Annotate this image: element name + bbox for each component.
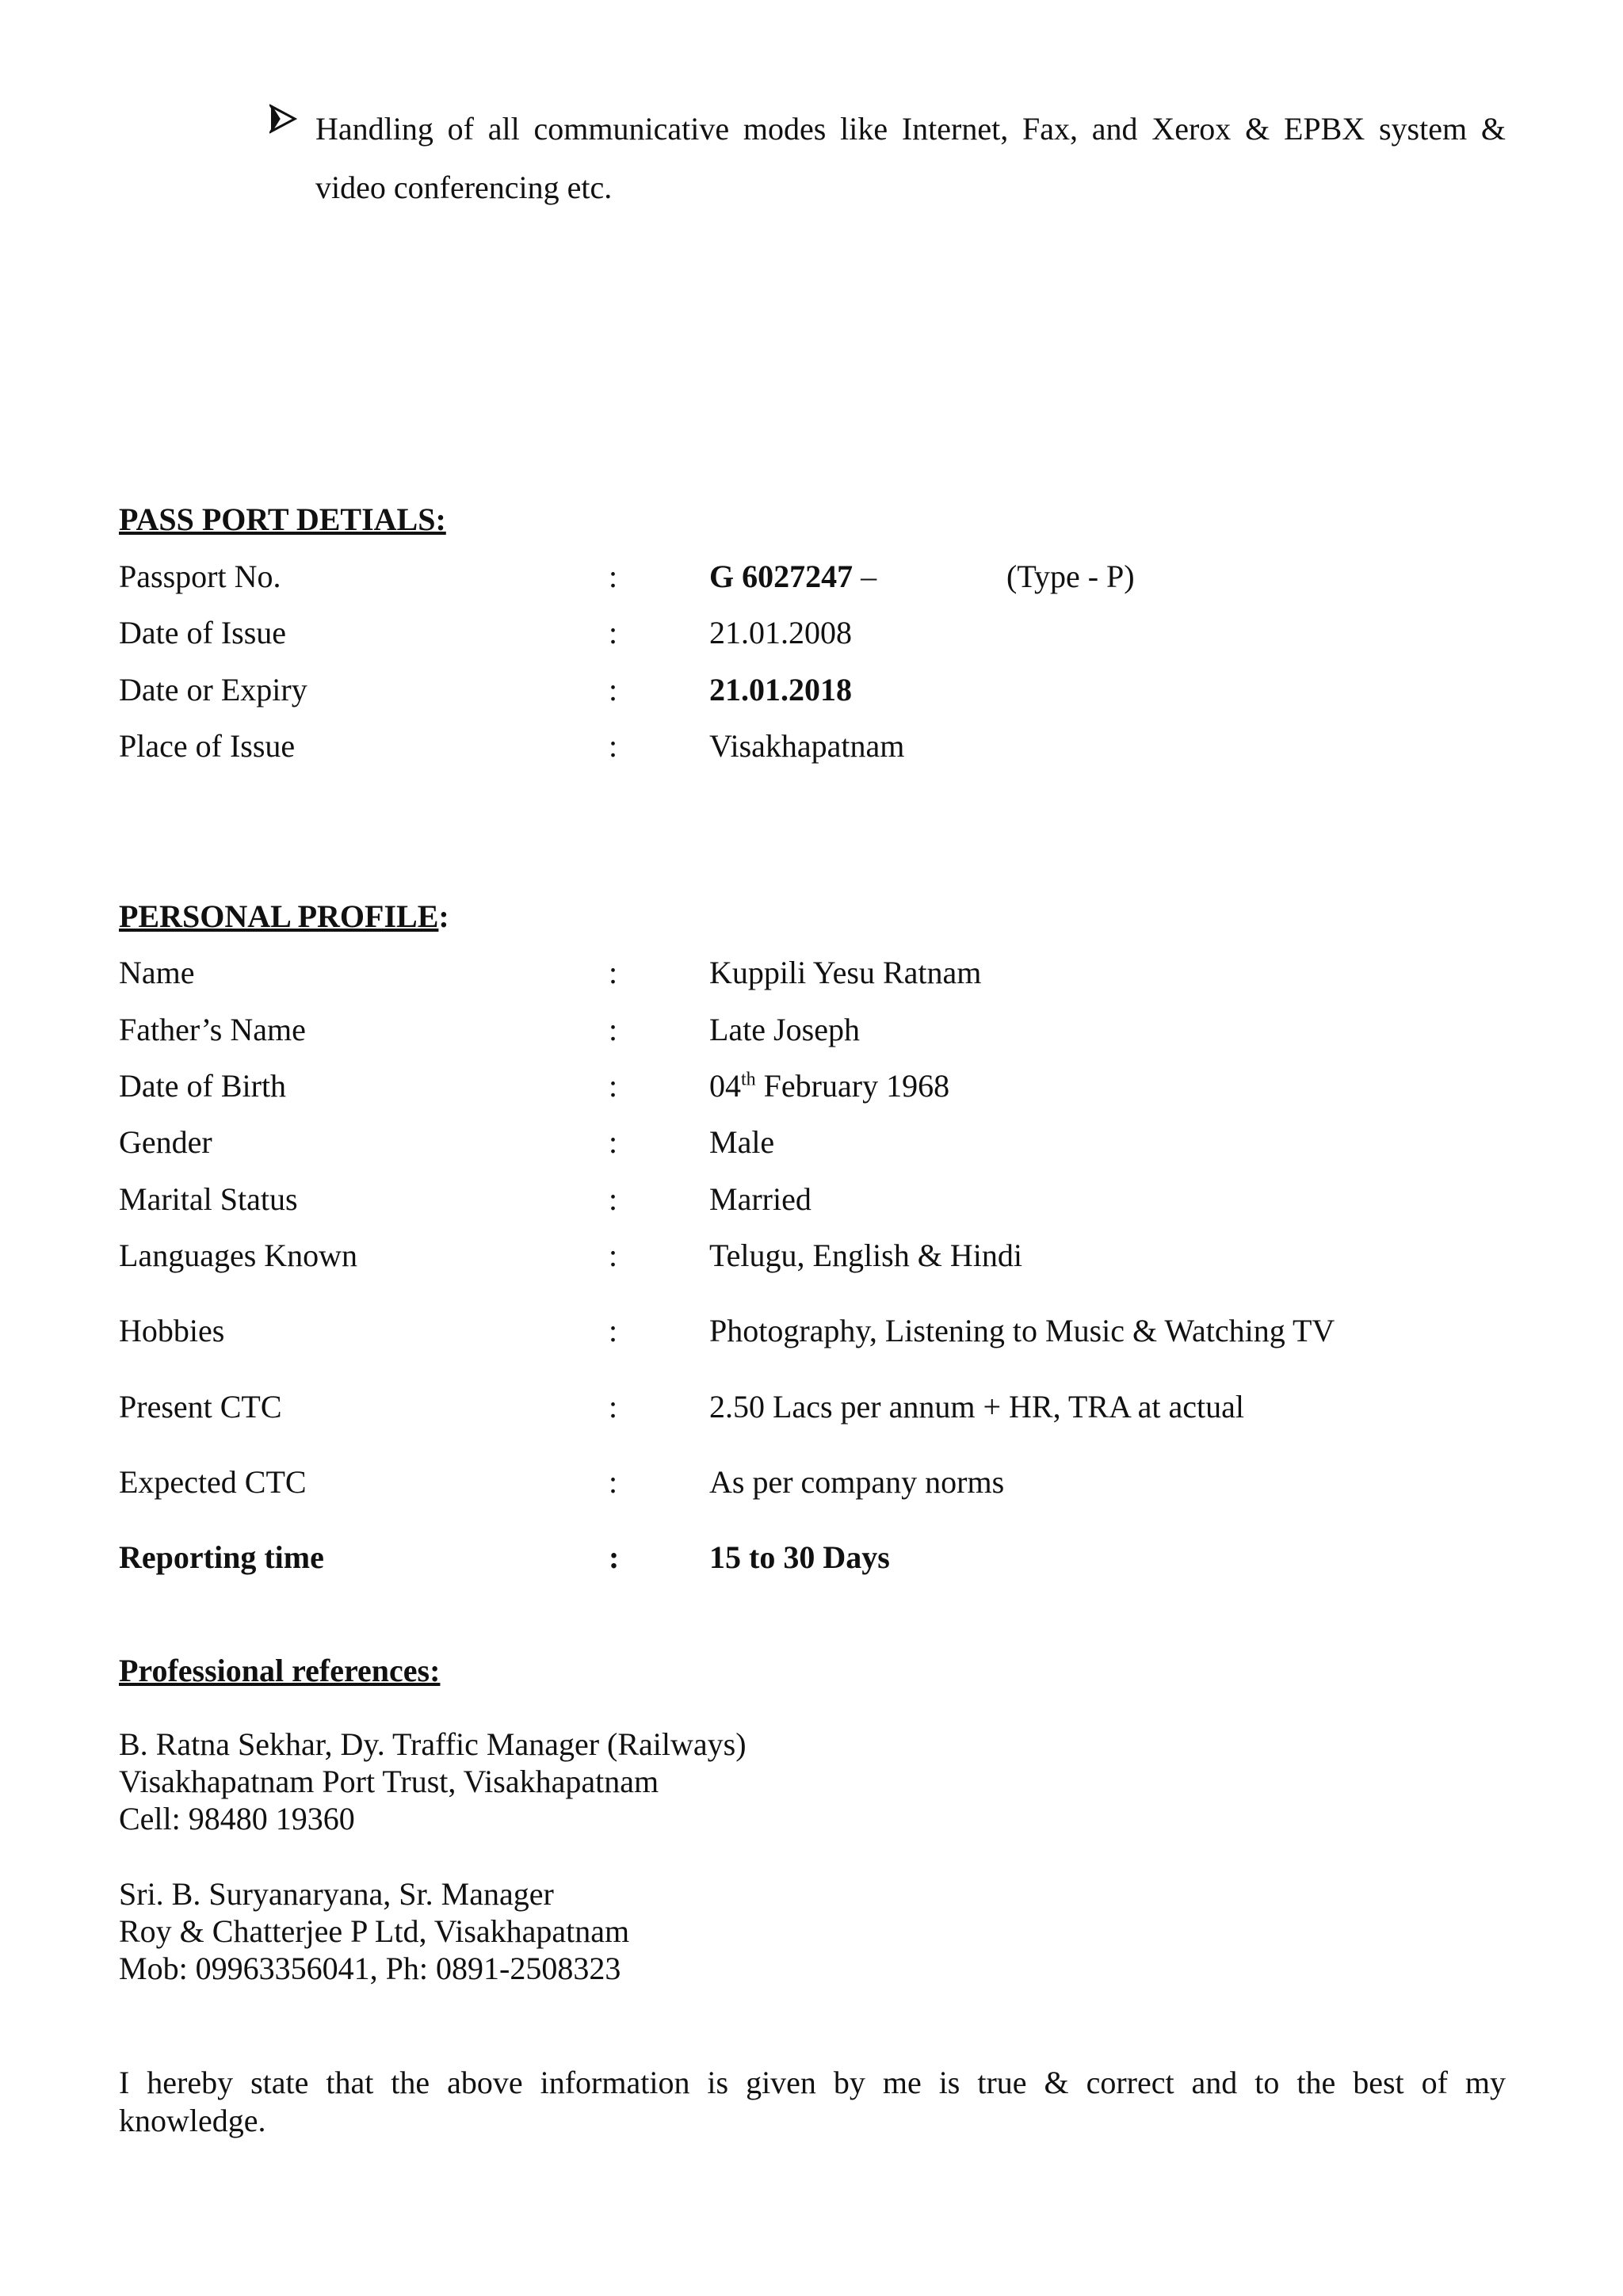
date-of-issue-colon: :	[609, 615, 618, 650]
languages-colon: :	[609, 1238, 618, 1273]
dob-rest: February 1968	[755, 1068, 950, 1104]
father-name-value: Late Joseph	[709, 1012, 860, 1047]
gender-label: Gender	[119, 1124, 212, 1160]
passport-no-label: Passport No.	[119, 559, 281, 594]
dob-suffix: th	[741, 1069, 756, 1090]
reference-2-line-2: Roy & Chatterjee P Ltd, Visakhapatnam	[119, 1913, 630, 1949]
gender-value: Male	[709, 1124, 775, 1160]
bullet-line-2: video conferencing etc.	[315, 170, 613, 205]
reference-2-line-1: Sri. B. Suryanaryana, Sr. Manager	[119, 1876, 554, 1912]
reference-2	[119, 1875, 629, 1987]
reporting-time-label: Reporting time	[119, 1539, 324, 1575]
father-name-label: Father’s Name	[119, 1012, 306, 1047]
reporting-time-colon: :	[609, 1539, 620, 1575]
gender-colon: :	[609, 1124, 618, 1160]
place-of-issue-label: Place of Issue	[119, 728, 296, 764]
hobbies-label: Hobbies	[119, 1313, 225, 1348]
marital-status-value: Married	[709, 1181, 812, 1217]
languages-value: Telugu, English & Hindi	[709, 1238, 1022, 1273]
father-name-colon: :	[609, 1012, 618, 1047]
date-of-birth-label: Date of Birth	[119, 1068, 287, 1104]
date-of-issue-value: 21.01.2008	[709, 615, 852, 650]
dob-day: 04	[709, 1068, 741, 1104]
date-of-expiry-value: 21.01.2018	[709, 672, 852, 707]
reference-1	[119, 1726, 747, 1837]
expected-ctc-value: As per company norms	[709, 1464, 1005, 1500]
languages-label: Languages Known	[119, 1238, 358, 1273]
passport-no-colon: :	[609, 559, 618, 594]
reference-1-line-3: Cell: 98480 19360	[119, 1801, 355, 1836]
passport-heading: PASS PORT DETIALS:	[119, 502, 446, 537]
passport-no-value-wrap	[709, 558, 876, 595]
date-of-birth-colon: :	[609, 1068, 618, 1104]
present-ctc-colon: :	[609, 1389, 618, 1425]
declaration	[119, 2064, 1506, 2140]
profile-heading-colon: :	[438, 898, 449, 934]
marital-status-colon: :	[609, 1181, 618, 1217]
references-heading: Professional references:	[119, 1653, 441, 1688]
bullet-text	[315, 100, 1506, 217]
date-of-expiry-colon: :	[609, 672, 618, 707]
declaration-line-2: knowledge.	[119, 2103, 266, 2138]
profile-heading: PERSONAL PROFILE	[119, 898, 439, 934]
date-of-expiry-label: Date or Expiry	[119, 672, 307, 707]
date-of-issue-label: Date of Issue	[119, 615, 287, 650]
reference-1-line-1: B. Ratna Sekhar, Dy. Traffic Manager (Railways)	[119, 1726, 747, 1762]
name-label: Name	[119, 955, 195, 990]
passport-no-dash: –	[853, 559, 877, 594]
expected-ctc-label: Expected CTC	[119, 1464, 307, 1500]
profile-heading-wrap	[119, 898, 449, 935]
place-of-issue-value: Visakhapatnam	[709, 728, 905, 764]
declaration-line-1: I hereby state that the above information is given by me is true & correct and to the best of my	[119, 2065, 1506, 2100]
name-value: Kuppili Yesu Ratnam	[709, 955, 982, 990]
arrow-bullet-icon	[269, 103, 298, 135]
expected-ctc-colon: :	[609, 1464, 618, 1500]
date-of-birth-value	[709, 1067, 949, 1104]
place-of-issue-colon: :	[609, 728, 618, 764]
passport-type: (Type - P)	[1006, 559, 1135, 594]
name-colon: :	[609, 955, 618, 990]
bullet-line-1: Handling of all communicative modes like Internet, Fax, and Xerox & EPBX system &	[315, 111, 1506, 147]
reporting-time-value: 15 to 30 Days	[709, 1539, 890, 1575]
present-ctc-value: 2.50 Lacs per annum + HR, TRA at actual	[709, 1389, 1244, 1425]
hobbies-colon: :	[609, 1313, 618, 1348]
reference-2-line-3: Mob: 09963356041, Ph: 0891-2508323	[119, 1951, 621, 1986]
marital-status-label: Marital Status	[119, 1181, 298, 1217]
present-ctc-label: Present CTC	[119, 1389, 282, 1425]
reference-1-line-2: Visakhapatnam Port Trust, Visakhapatnam	[119, 1764, 659, 1799]
passport-no-value: G 6027247	[709, 559, 854, 594]
hobbies-value: Photography, Listening to Music & Watching TV	[709, 1313, 1335, 1348]
